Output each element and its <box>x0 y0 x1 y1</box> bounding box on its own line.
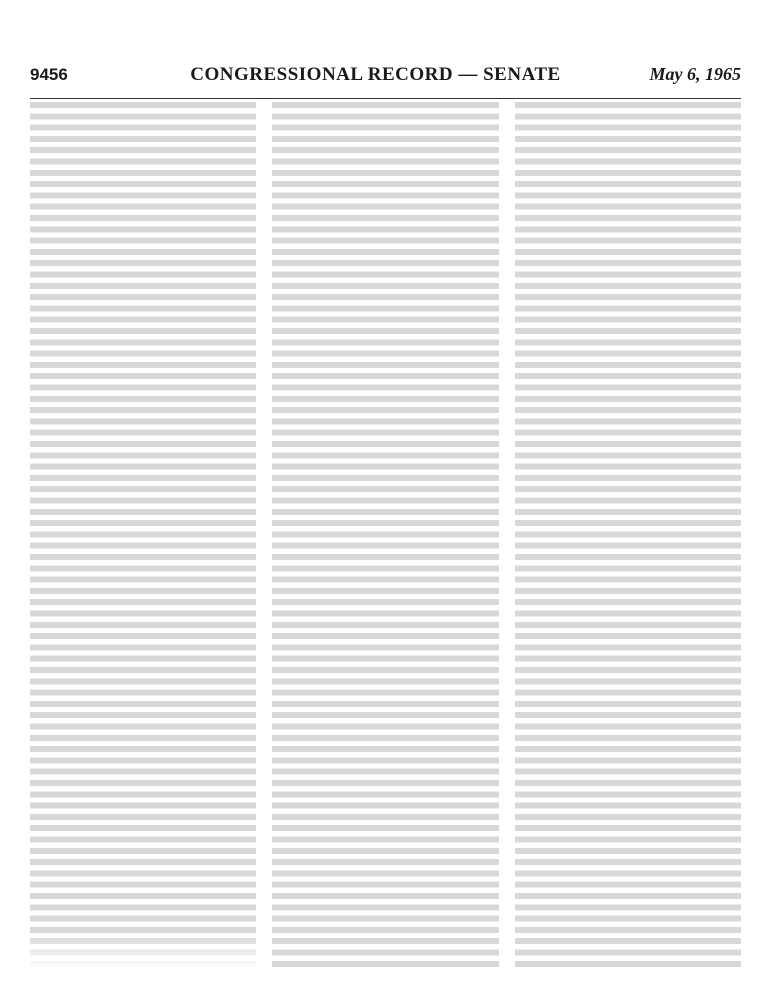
page-header <box>30 64 741 99</box>
masthead: CONGRESSIONAL RECORD — SENATE <box>190 64 561 85</box>
right-text-column <box>515 102 741 970</box>
middle-text-column <box>272 102 498 970</box>
left-text-column <box>30 102 256 970</box>
page-number: 9456 <box>30 65 68 84</box>
issue-date: May 6, 1965 <box>649 64 741 84</box>
text-columns <box>30 102 741 970</box>
